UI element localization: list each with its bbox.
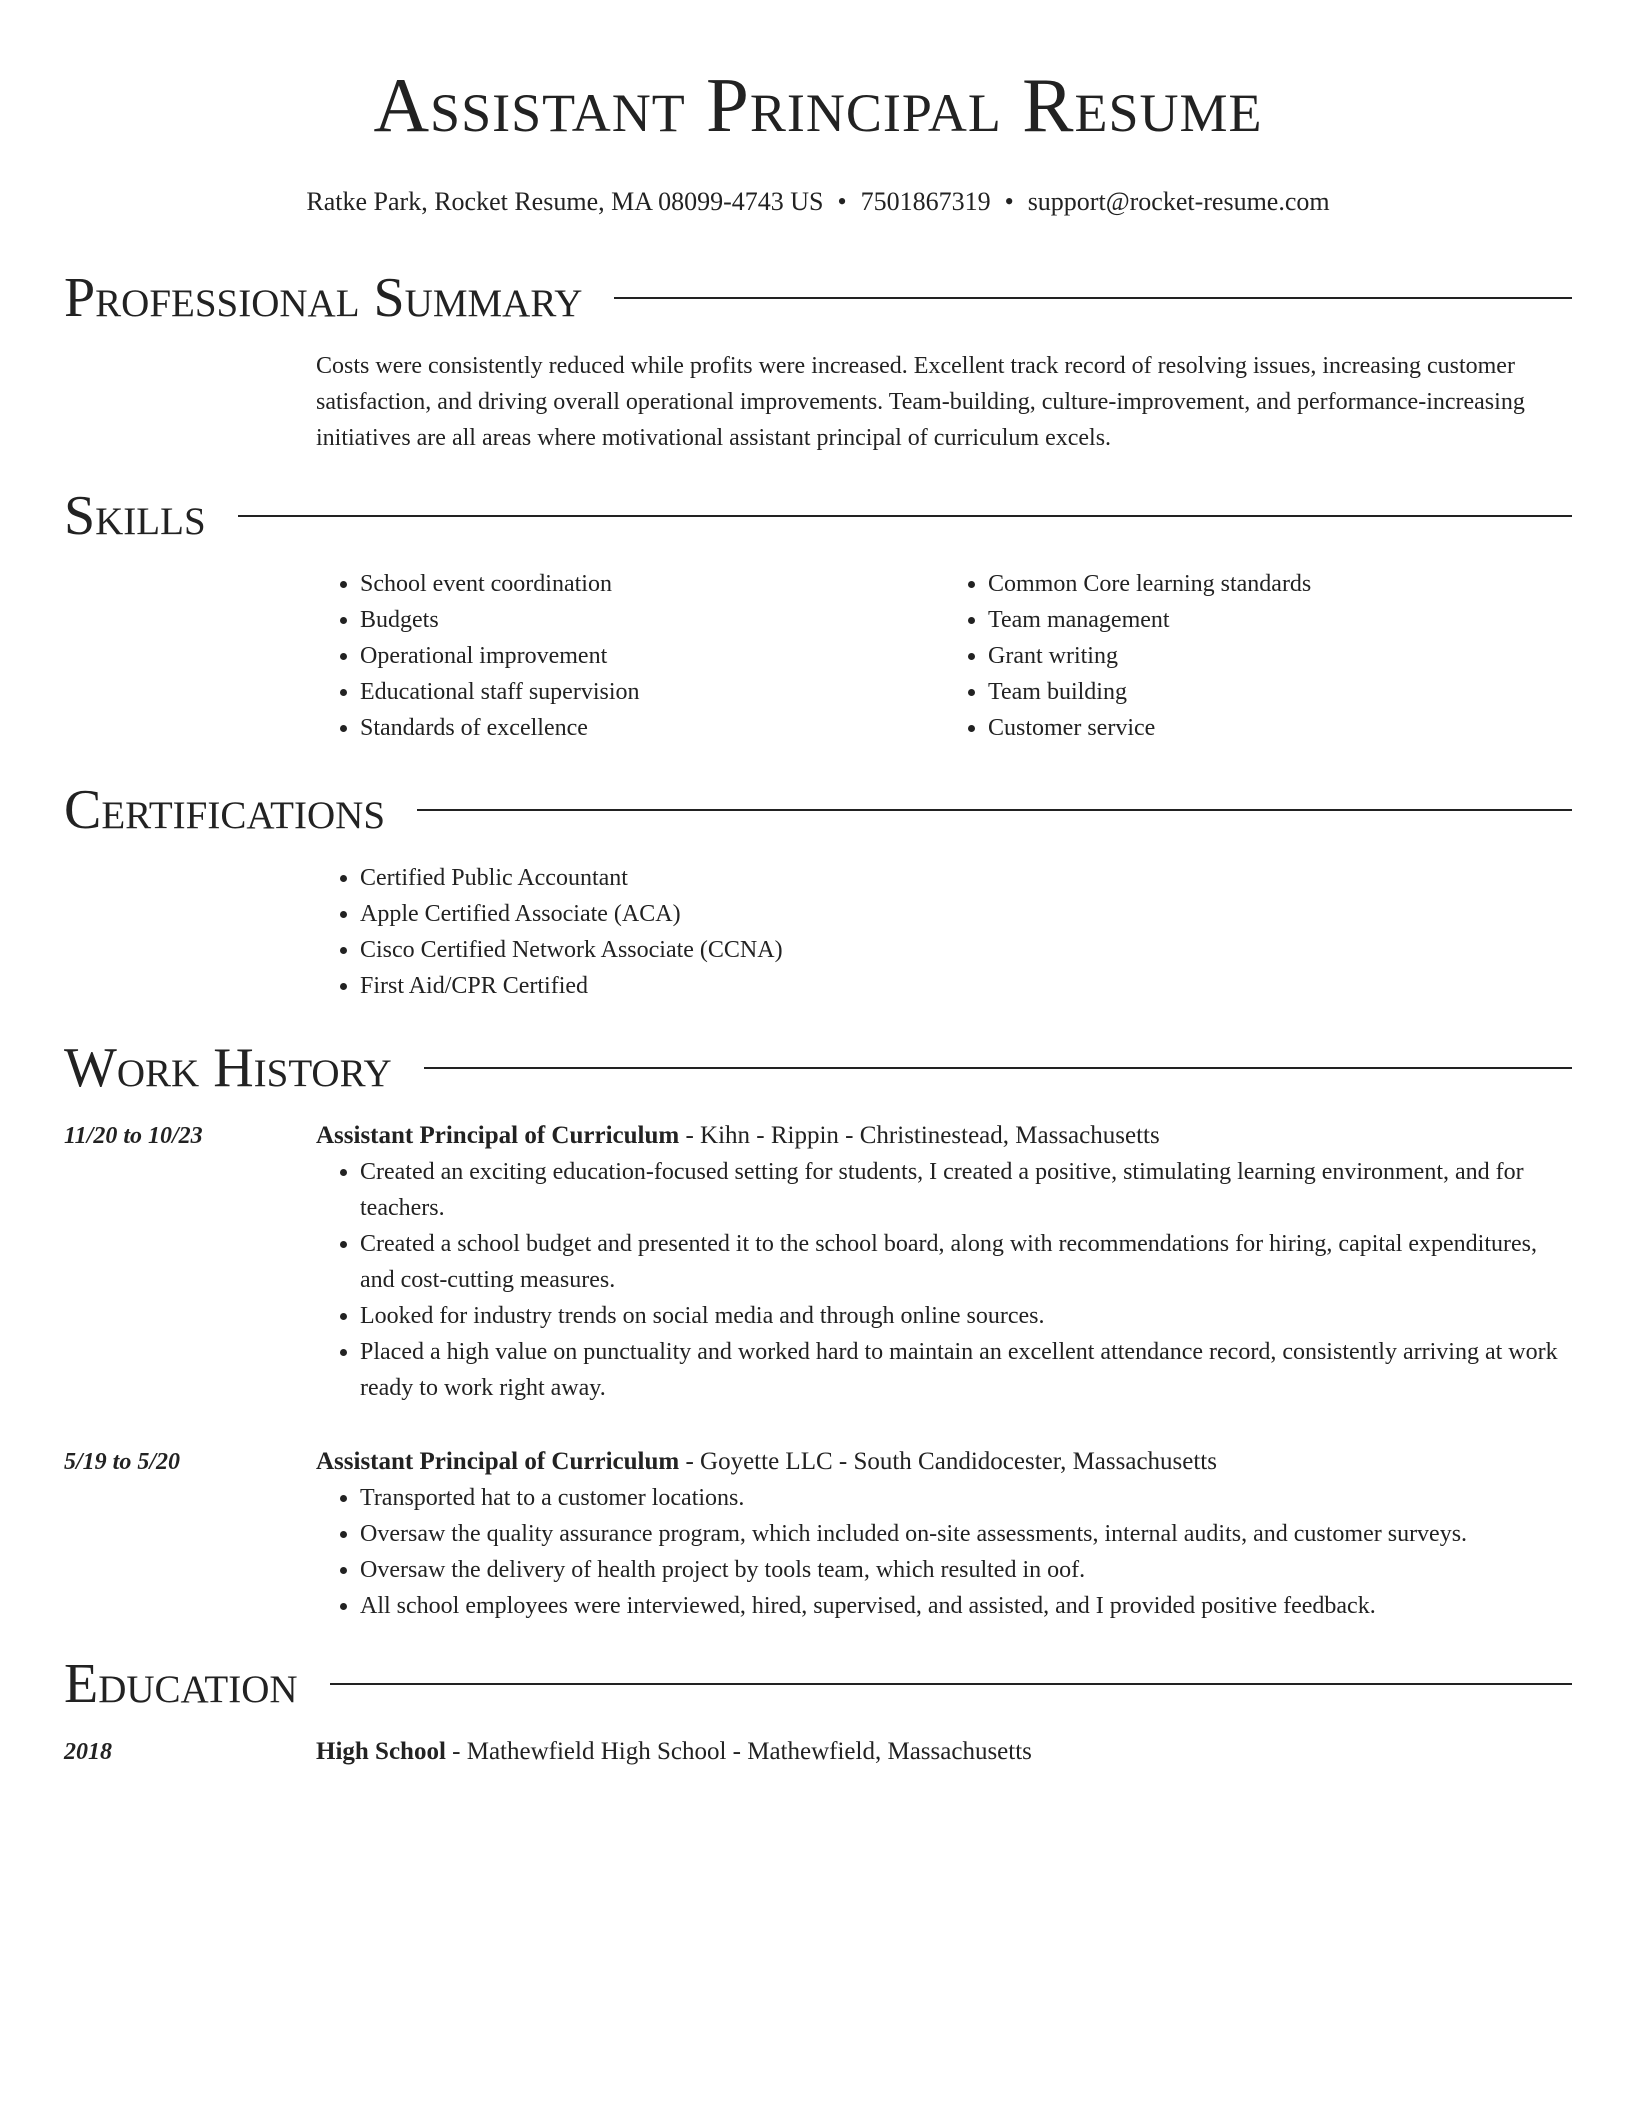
section-divider bbox=[330, 1683, 1572, 1685]
job-title-line bbox=[316, 1118, 1572, 1154]
certifications-section-header bbox=[64, 778, 1572, 842]
section-divider bbox=[238, 515, 1572, 517]
contact-phone: 7501867319 bbox=[860, 187, 991, 216]
job-title-line bbox=[316, 1444, 1572, 1480]
summary-section-header bbox=[64, 266, 1572, 330]
certifications-heading: Certifications bbox=[64, 779, 386, 841]
summary-text: Costs were consistently reduced while profits were increased. Excellent track record of resolving issues, increasing customer satisfaction, and driving overall operational improvements. Team-building, culture-improvement, and performance-increasing initiatives are all areas where motivational assistant principal of curriculum excels. bbox=[316, 353, 1525, 451]
skill-item: • Standards of excellence bbox=[360, 710, 944, 746]
skills-grid bbox=[316, 566, 1572, 746]
contact-separator: • bbox=[837, 187, 847, 216]
certification-item: • First Aid/CPR Certified bbox=[360, 968, 1572, 1004]
job-bullet: • Created a school budget and presented it to the school board, along with recommendations for hiring, capital expenditures, and cost-cutting measures. bbox=[360, 1226, 1572, 1298]
job-bullet: • Placed a high value on punctuality and worked hard to maintain an excellent attendance record, consistently arriving at work ready to work right away. bbox=[360, 1334, 1572, 1406]
skill-item: • Team management bbox=[988, 602, 1572, 638]
job-bullet: • Transported hat to a customer locations. bbox=[360, 1480, 1572, 1516]
contact-address: Ratke Park, Rocket Resume, MA 08099-4743 US bbox=[306, 187, 824, 216]
job-details: - Goyette LLC - South Candidocester, Massachusetts bbox=[679, 1448, 1217, 1475]
skill-item: • Budgets bbox=[360, 602, 944, 638]
job-main bbox=[316, 1444, 1572, 1624]
job-dates: 11/20 to 10/23 bbox=[64, 1123, 203, 1149]
skills-heading: Skills bbox=[64, 485, 206, 547]
skill-item: • Operational improvement bbox=[360, 638, 944, 674]
certifications-list bbox=[316, 860, 1572, 1004]
education-year: 2018 bbox=[64, 1739, 112, 1765]
skill-item: • Team building bbox=[988, 674, 1572, 710]
certification-item: • Certified Public Accountant bbox=[360, 860, 1572, 896]
job-role: Assistant Principal of Curriculum bbox=[316, 1448, 680, 1475]
resume-page bbox=[64, 0, 1572, 1770]
job-bullet: • Created an exciting education-focused setting for students, I created a positive, stimulating learning environment, and for teachers. bbox=[360, 1154, 1572, 1226]
job-bullet: • Oversaw the quality assurance program, which included on-site assessments, internal audits, and customer surveys. bbox=[360, 1516, 1572, 1552]
section-divider bbox=[417, 809, 1572, 811]
job-bullets bbox=[316, 1480, 1572, 1624]
job-entry bbox=[64, 1118, 1572, 1406]
section-divider bbox=[424, 1067, 1572, 1069]
skills-section-header bbox=[64, 484, 1572, 548]
job-main bbox=[316, 1118, 1572, 1406]
education-entry bbox=[64, 1734, 1572, 1770]
section-divider bbox=[614, 297, 1572, 299]
job-bullets bbox=[316, 1154, 1572, 1406]
job-dates: 5/19 to 5/20 bbox=[64, 1449, 181, 1475]
work-history-heading: Work History bbox=[64, 1037, 392, 1099]
job-bullet: • All school employees were interviewed, hired, supervised, and assisted, and I provided positive feedback. bbox=[360, 1588, 1572, 1624]
education-line bbox=[316, 1734, 1572, 1770]
education-section-header bbox=[64, 1652, 1572, 1716]
skills-list-left bbox=[316, 566, 944, 746]
education-heading: Education bbox=[64, 1653, 298, 1715]
job-entry bbox=[64, 1444, 1572, 1624]
skill-item: • Common Core learning standards bbox=[988, 566, 1572, 602]
certification-item: • Apple Certified Associate (ACA) bbox=[360, 896, 1572, 932]
contact-line bbox=[64, 186, 1572, 218]
skill-item: • Grant writing bbox=[988, 638, 1572, 674]
certification-item: • Cisco Certified Network Associate (CCNA) bbox=[360, 932, 1572, 968]
contact-separator: • bbox=[1004, 187, 1014, 216]
job-details: - Kihn - Rippin - Christinestead, Massachusetts bbox=[679, 1122, 1160, 1149]
summary-heading: Professional Summary bbox=[64, 267, 583, 329]
certifications-body bbox=[316, 860, 1572, 1004]
skill-item: • Customer service bbox=[988, 710, 1572, 746]
work-history-section-header bbox=[64, 1036, 1572, 1100]
resume-title: Assistant Principal Resume bbox=[373, 62, 1263, 148]
contact-email: support@rocket-resume.com bbox=[1027, 187, 1330, 216]
skill-item: • School event coordination bbox=[360, 566, 944, 602]
skill-item: • Educational staff supervision bbox=[360, 674, 944, 710]
education-main bbox=[316, 1734, 1572, 1770]
job-role: Assistant Principal of Curriculum bbox=[316, 1122, 680, 1149]
job-bullet: • Looked for industry trends on social media and through online sources. bbox=[360, 1298, 1572, 1334]
education-degree: High School bbox=[316, 1738, 446, 1765]
job-bullet: • Oversaw the delivery of health project by tools team, which resulted in oof. bbox=[360, 1552, 1572, 1588]
education-details: - Mathewfield High School - Mathewfield, Massachusetts bbox=[445, 1738, 1032, 1765]
skills-list-right bbox=[944, 566, 1572, 746]
